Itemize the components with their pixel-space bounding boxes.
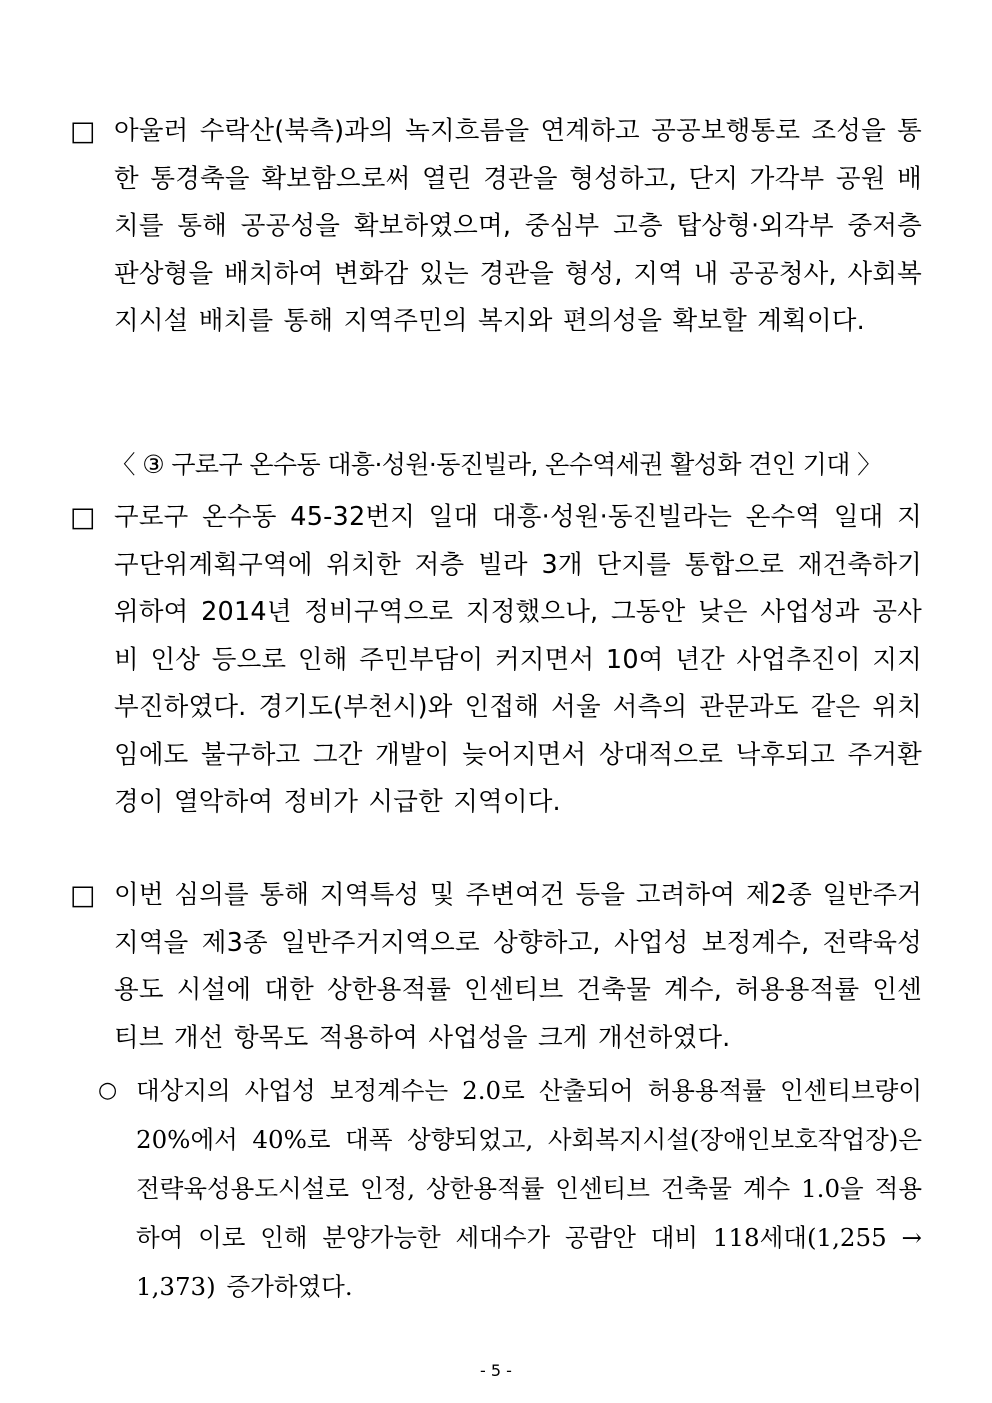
square-bullet-icon: □ [70, 880, 96, 911]
paragraph-3-sub-item [96, 1066, 922, 1311]
circle-bullet-icon: ○ [98, 1078, 118, 1103]
section-heading: 〈 ③ 구로구 온수동 대흥·성원·동진빌라, 온수역세권 활성화 견인 기대 〉 [110, 450, 882, 479]
paragraph-3-text: 이번 심의를 통해 지역특성 및 주변여건 등을 고려하여 제2종 일반주거지역을 제3종 일반주거지역으로 상향하고, 사업성 보정계수, 전략육성용도 시설에 대한 상한용적률 인센티브 건축물 계수, 허용용적률 인센티브 개선 항목도 적용하여 사업성을 크게 개선하였다. [114, 880, 922, 1053]
paragraph-2 [70, 494, 922, 827]
paragraph-1-text: 아울러 수락산(북측)과의 녹지흐름을 연계하고 공공보행통로 조성을 통한 통경축을 확보함으로써 열린 경관을 형성하고, 단지 가각부 공원 배치를 통해 공공성을 확보하였으며, 중심부 고층 탑상형·외각부 중저층 판상형을 배치하여 변화감 있는 경관을 형성, 지역 내 공공청사, 사회복지시설 배치를 통해 지역주민의 복지와 편의성을 확보할 계획이다. [114, 116, 922, 336]
paragraph-2-text: 구로구 온수동 45-32번지 일대 대흥·성원·동진빌라는 온수역 일대 지구단위계획구역에 위치한 저층 빌라 3개 단지를 통합으로 재건축하기 위하여 2014년 정비구역으로 지정했으나, 그동안 낮은 사업성과 공사비 인상 등으로 인해 주민부담이 커지면서 10여 년간 사업추진이 지지부진하였다. 경기도(부천시)와 인접해 서울 서측의 관문과도 같은 위치임에도 불구하고 그간 개발이 늦어지면서 상대적으로 낙후되고 주거환경이 열악하여 정비가 시급한 지역이다. [114, 502, 922, 817]
square-bullet-icon: □ [70, 116, 96, 147]
paragraph-1 [70, 108, 922, 346]
paragraph-3-sub-text: 대상지의 사업성 보정계수는 2.0로 산출되어 허용용적률 인센티브량이 20%에서 40%로 대폭 상향되었고, 사회복지시설(장애인보호작업장)은 전략육성용도시설로 인정, 상한용적률 인센티브 건축물 계수 1.0을 적용하여 이로 인해 분양가능한 세대수가 공람안 대비 118세대(1,255 → 1,373) 증가하였다. [136, 1076, 922, 1301]
square-bullet-icon: □ [70, 502, 96, 533]
page-number: - 5 - [480, 1361, 512, 1380]
paragraph-3 [70, 872, 922, 1062]
